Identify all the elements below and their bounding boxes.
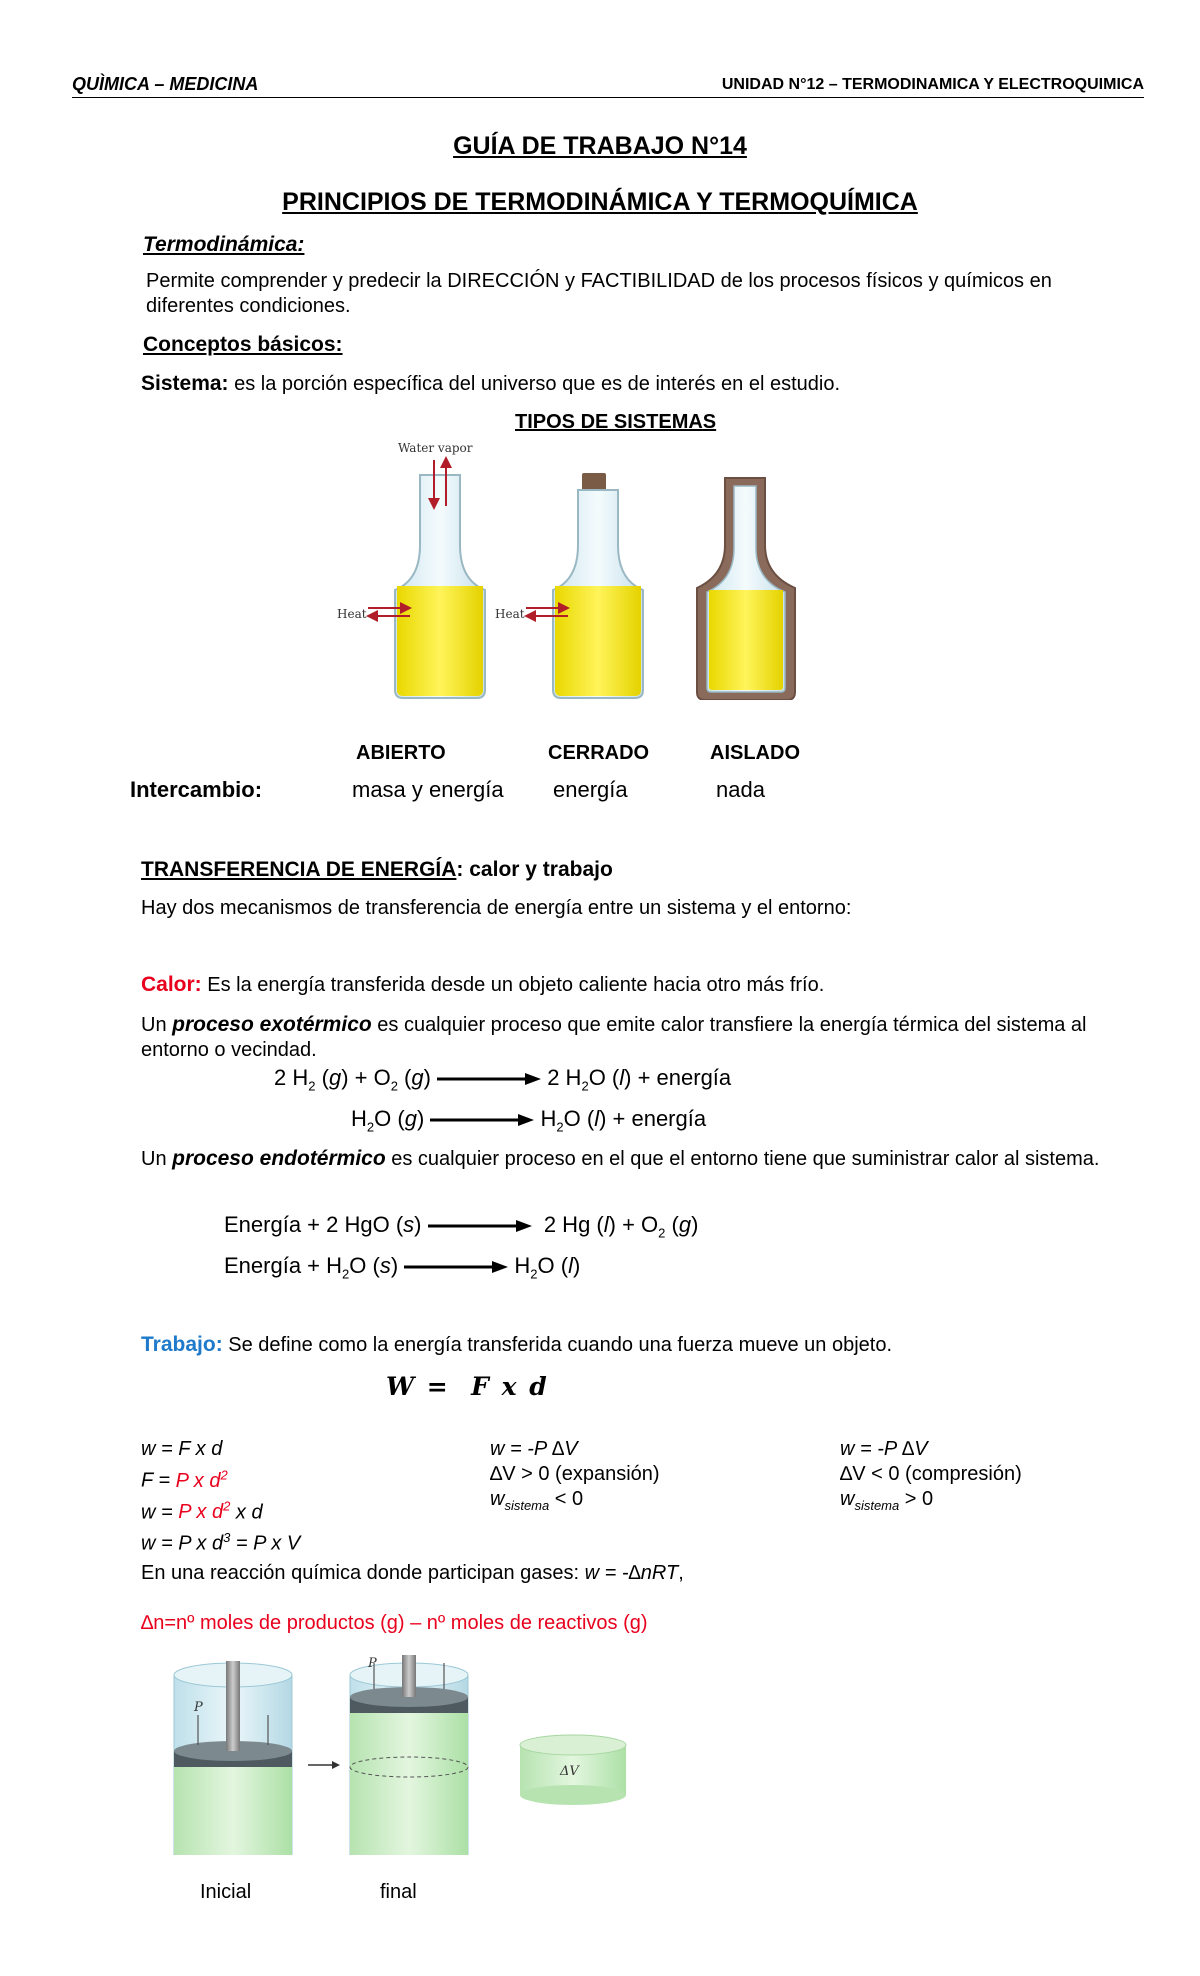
col-cerrado: CERRADO (548, 742, 650, 764)
piston-illustration (160, 1655, 760, 1855)
trabajo-text: Se define como la energía transferida cuando una fuerza mueve un objeto. (222, 1334, 893, 1356)
endo-equation-1: Energía + 2 HgO (s) 2 Hg $(l) + O_2$ (g) (224, 1212, 699, 1241)
pressure-label-initial: P (194, 1700, 203, 1715)
reaction-arrow (428, 1219, 532, 1233)
col-aislado: AISLADO (710, 742, 800, 764)
sistema-line (141, 371, 840, 397)
expansion-sign: $w_{sistema} < 0$ (490, 1488, 584, 1513)
water-vapor-label: Water vapor (398, 441, 473, 455)
reaction-arrow (437, 1072, 541, 1086)
endo-paragraph (141, 1146, 1101, 1172)
col-abierto: ABIERTO (356, 742, 446, 764)
work-col-1 (141, 1437, 300, 1557)
tipos-heading: TIPOS DE SISTEMAS (515, 411, 717, 433)
heat-label-closed: Heat (495, 607, 525, 621)
termo-text: Permite comprender y predecir la DIRECCIÓN y FACTIBILIDAD de los procesos físicos y químicos en diferentes condiciones. (146, 270, 1052, 317)
exo-paragraph (141, 1012, 1101, 1063)
guide-title: GUÍA DE TRABAJO N°14 (453, 132, 747, 160)
expansion-cond: ∆V > 0 (expansión) (490, 1463, 660, 1485)
reaction-arrow (430, 1113, 534, 1127)
cylinder-final (350, 1655, 468, 1855)
header-right: UNIDAD N°12 – TERMODINAMICA Y ELECTROQUIMICA (721, 76, 1144, 93)
exo-text: es cualquier proceso que emite calor transfiere la energía térmica del sistema al entorno o vecindad. (141, 1014, 1087, 1061)
compression-sign: $w_{sistema} > 0$ (840, 1488, 934, 1513)
transfer-heading (141, 857, 613, 882)
expansion-eq: w = -P ∆V (490, 1438, 578, 1460)
label-final: final (380, 1881, 417, 1903)
exo-equation-2: $H_2O$ (g) $H_2O$ (l) + energía (351, 1106, 707, 1135)
conceptos-heading: Conceptos básicos: (143, 333, 343, 356)
transfer-heading-rest: : calor y trabajo (456, 858, 613, 881)
exchange-label: Intercambio: (130, 777, 263, 802)
calor-label: Calor: (141, 973, 202, 996)
isolated-flask (697, 478, 795, 700)
main-title: PRINCIPIOS DE TERMODINÁMICA Y TERMOQUÍMICA (282, 188, 918, 216)
work-col-2 (490, 1437, 660, 1518)
compression-eq: w = -P ∆V (840, 1438, 928, 1460)
exo-equation-1: 2 $H_2$ $(g) + O_2$ (g) 2 $H_2O$ (l) + energía (274, 1065, 732, 1094)
closed-flask (526, 473, 643, 698)
trabajo-line (141, 1332, 892, 1358)
transfer-heading-main: TRANSFERENCIA DE ENERGÍA (141, 858, 457, 881)
reaction-arrow (404, 1260, 508, 1274)
gases-line: En una reacción química donde participan gases: w = -∆nRT, (141, 1562, 684, 1584)
exo-pre: Un (141, 1014, 173, 1036)
endo-text: es cualquier proceso en el que el entorno tiene que suministrar calor al sistema. (385, 1148, 1100, 1170)
endo-term: proceso endotérmico (172, 1147, 386, 1170)
heat-label-open: Heat (337, 607, 367, 621)
compression-cond: ∆V < 0 (compresión) (840, 1463, 1022, 1485)
endo-pre: Un (141, 1148, 173, 1170)
trabajo-label: Trabajo: (141, 1333, 223, 1356)
work-formula: W = F x d (386, 1372, 549, 1401)
delta-n-definition: ∆n=nº moles de productos (g) – nº moles de reactivos (g) (141, 1612, 648, 1634)
delta-v-volume (520, 1735, 626, 1805)
exchange-abierto: masa y energía (352, 777, 504, 802)
termo-heading: Termodinámica: (143, 233, 305, 256)
work-col-3 (840, 1437, 1022, 1518)
sistema-label: Sistema: (141, 372, 229, 395)
gases-text: En una reacción química donde participan gases: (141, 1562, 585, 1584)
gases-formula: w = -∆nRT (584, 1562, 679, 1584)
pressure-label-final: P (368, 1656, 377, 1671)
transfer-intro: Hay dos mecanismos de transferencia de energía entre un sistema y el entorno: (141, 897, 852, 919)
exchange-aislado: nada (716, 777, 765, 802)
endo-equation-2: Energía + $H_2O$ (s) $H_2O$ (l) (224, 1253, 581, 1282)
work-eq-3: w = P x $d^2$ x d (141, 1498, 263, 1524)
calor-line (141, 972, 824, 998)
open-flask (368, 458, 485, 698)
header-left: QUÌMICA – MEDICINA (72, 74, 259, 94)
calor-text: Es la energía transferida desde un objeto caliente hacia otro más frío. (201, 974, 825, 996)
work-eq-4: w = P x $d^3 = P$ x V (141, 1530, 301, 1555)
work-eq-1: w = F x d (141, 1438, 223, 1460)
work-eq-2: F = P x $d^2$ (141, 1467, 228, 1492)
exchange-cerrado: energía (553, 777, 628, 802)
exo-term: proceso exotérmico (172, 1013, 372, 1036)
system-types-illustration (320, 440, 840, 700)
cylinder-initial (174, 1661, 292, 1855)
sistema-text: es la porción específica del universo que es de interés en el estudio. (228, 373, 841, 395)
delta-v-label: ΔV (560, 1764, 579, 1779)
header-rule (72, 97, 1144, 98)
label-inicial: Inicial (200, 1881, 252, 1903)
